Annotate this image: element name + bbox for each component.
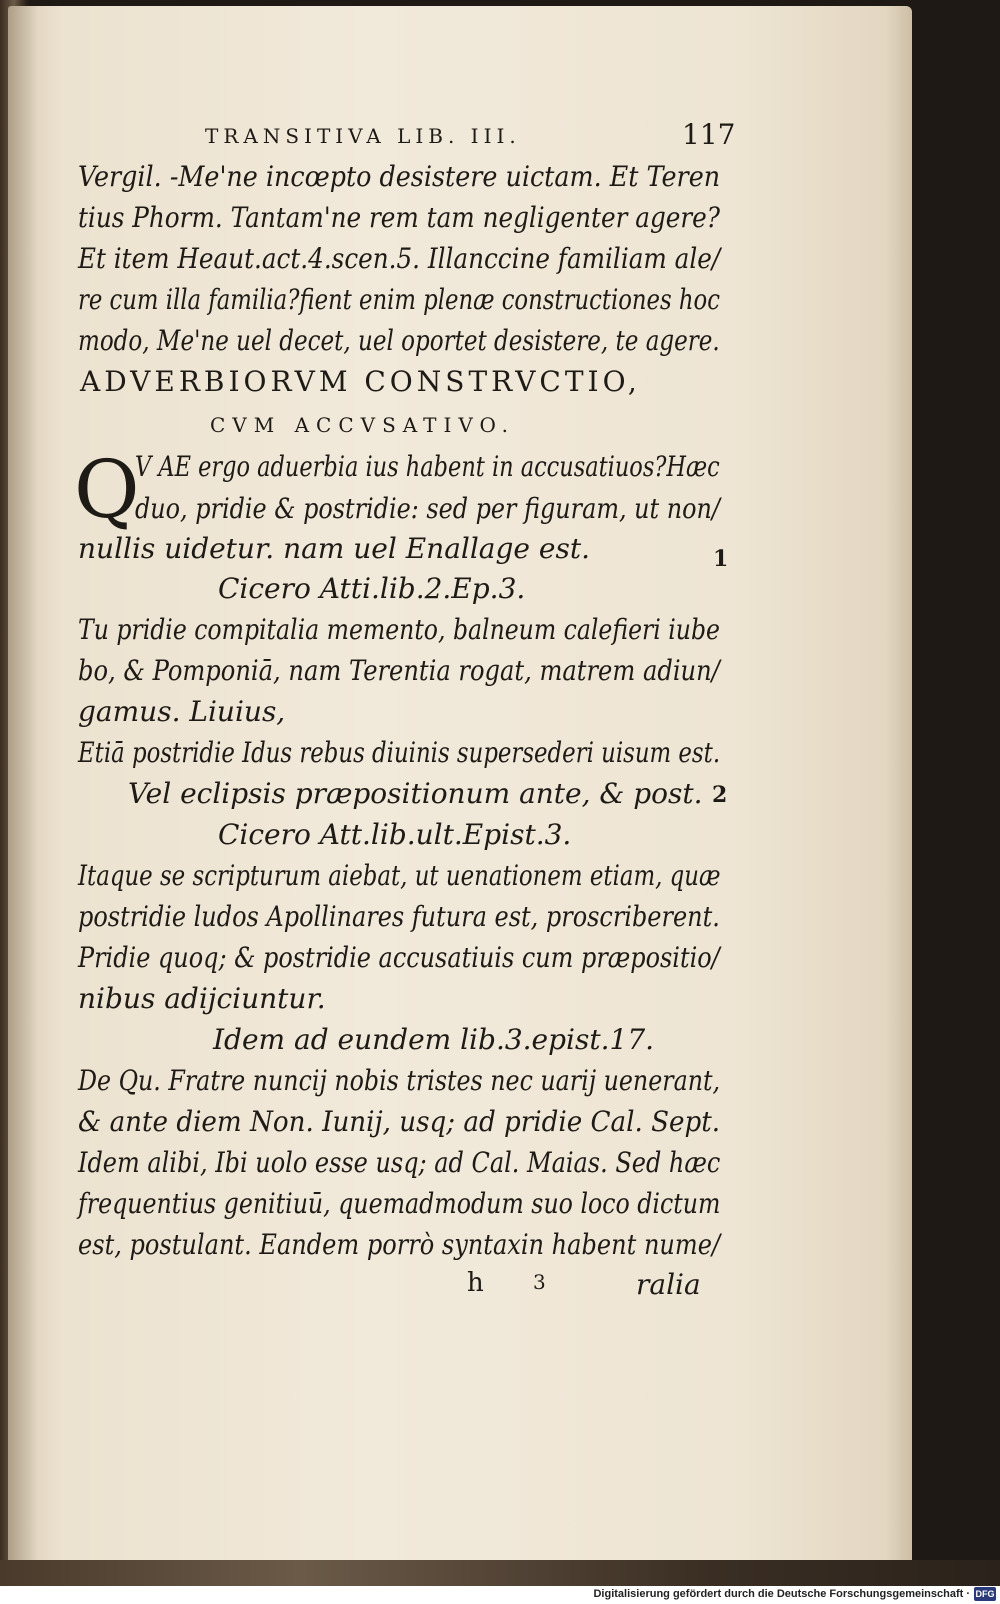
citation-line: Cicero Att.lib.ult.Epist.3. <box>218 818 572 851</box>
text-line: modo, Me'ne uel decet, uel oportet desistere, te agere. <box>78 324 720 357</box>
text-line: V AE ergo aduerbia ius habent in accusatiuos?Hæc <box>135 450 720 483</box>
text-line: duo, pridie & postridie: sed per figuram, ut non/ <box>135 492 720 525</box>
text-line: gamus. Liuius, <box>78 695 286 728</box>
text-line: Itaque se scripturum aiebat, ut uenationem etiam, quæ <box>78 859 721 892</box>
signature-number: 3 <box>533 1270 546 1294</box>
text-line: & ante diem Non. Iunij, usq; ad pridie Cal. Sept. <box>78 1105 721 1138</box>
catchword: ralia <box>636 1268 701 1301</box>
drop-capital: Q <box>74 443 140 536</box>
text-line: Vergil. -Me'ne incœpto desistere uictam. Et Teren <box>78 160 721 193</box>
gutter-shadow <box>8 6 38 1566</box>
text-line: frequentius genitiuū, quemadmodum suo loco dictum <box>78 1187 721 1220</box>
text-line: Etiā postridie Idus rebus diuinis supersederi uisum est. <box>78 736 721 769</box>
running-head: TRANSITIVA LIB. III. <box>205 124 521 148</box>
text-line: De Qu. Fratre nuncij nobis tristes nec uarij uenerant, <box>78 1064 721 1097</box>
text-line: Idem alibi, Ibi uolo esse usq; ad Cal. Maias. Sed hæc <box>78 1146 721 1179</box>
citation-line: Cicero Atti.lib.2.Ep.3. <box>218 572 526 605</box>
marginal-note: 2 <box>712 782 728 808</box>
page-number: 117 <box>682 118 736 151</box>
text-line: est, postulant. Eandem porrò syntaxin habent nume/ <box>78 1228 721 1261</box>
text-line: bo, & Pomponiā, nam Terentia rogat, matrem adiun/ <box>78 654 720 687</box>
section-heading: ADVERBIORVM CONSTRVCTIO, <box>80 365 641 398</box>
signature-mark: h <box>467 1268 484 1298</box>
text-line: Et item Heaut.act.4.scen.5. Illanccine familiam ale/ <box>78 242 721 275</box>
text-line: Pridie quoq; & postridie accusatiuis cum præpositio/ <box>78 941 720 974</box>
text-line: nibus adijciuntur. <box>78 982 326 1015</box>
marginal-note: 1 <box>713 546 729 572</box>
dfg-logo-icon: DFG <box>975 1589 995 1599</box>
section-subheading: CVM ACCVSATIVO. <box>210 413 516 437</box>
text-line: postridie ludos Apollinares futura est, proscriberent. <box>78 900 720 933</box>
citation-line: Idem ad eundem lib.3.epist.17. <box>213 1023 655 1056</box>
funding-credit: Digitalisierung gefördert durch die Deutsche Forschungsgemeinschaft · <box>593 1588 970 1600</box>
text-line: Vel eclipsis præpositionum ante, & post. <box>128 777 703 810</box>
book-bottom-edge <box>0 1560 1000 1586</box>
text-line: tius Phorm. Tantam'ne rem tam negligenter agere? <box>78 201 721 234</box>
text-line: Tu pridie compitalia memento, balneum calefieri iube <box>78 613 720 646</box>
text-line: re cum illa familia?fient enim plenæ constructiones hoc <box>78 283 720 316</box>
text-line: nullis uidetur. nam uel Enallage est. <box>78 532 590 565</box>
